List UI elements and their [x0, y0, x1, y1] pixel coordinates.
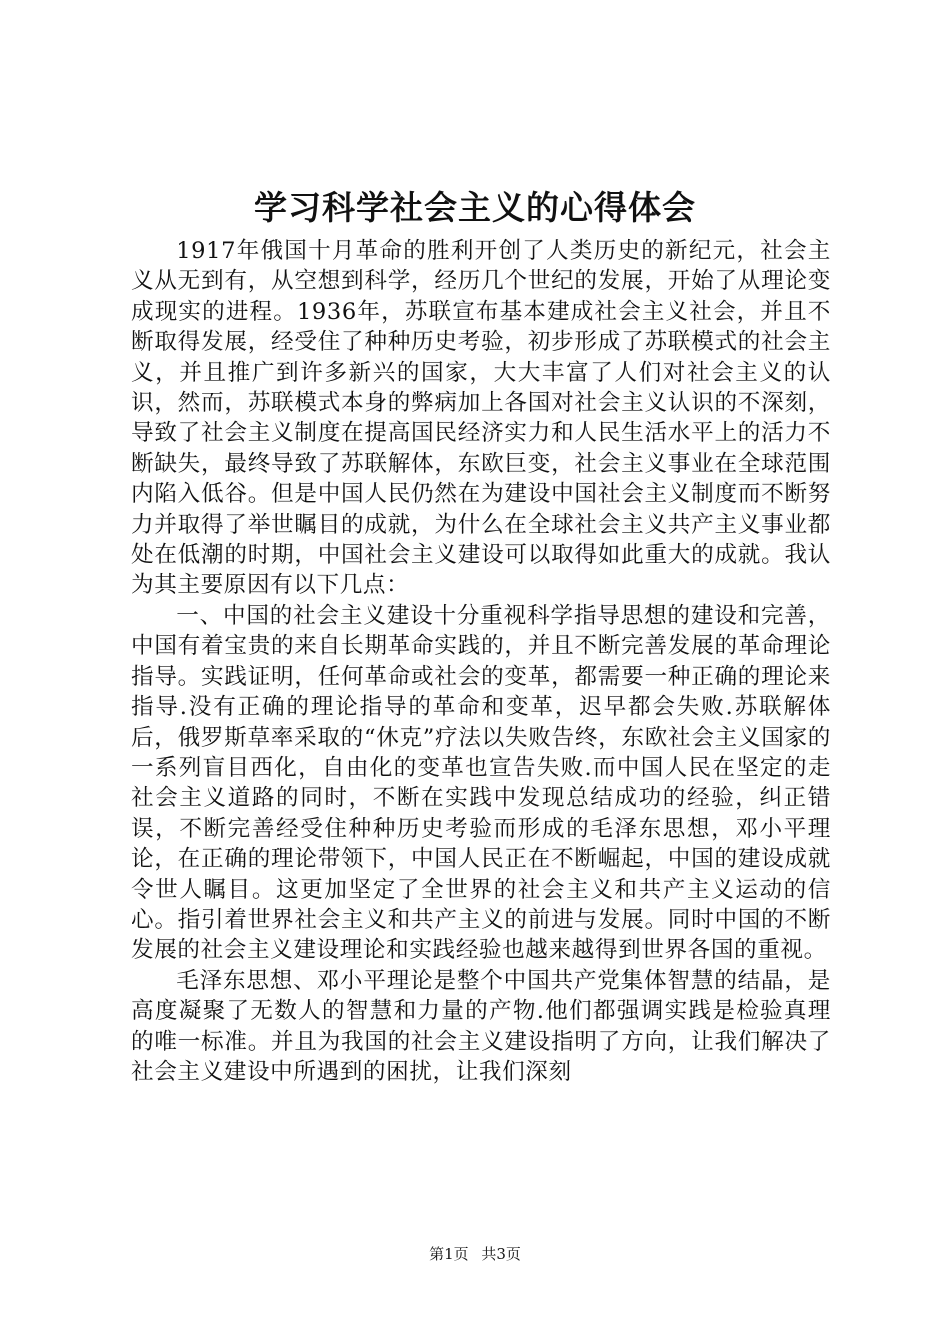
- page-total: 共3页: [481, 1245, 521, 1263]
- page-footer: [0, 1244, 950, 1264]
- paragraph-2: 一、中国的社会主义建设十分重视科学指导思想的建设和完善，中国有着宝贵的来自长期革命实践的，并且不断完善发展的革命理论指导。实践证明，任何革命或社会的变革，都需要一种正确的理论来指导.没有正确的理论指导的革命和变革，迟早都会失败.苏联解体后，俄罗斯草率采取的“休克”疗法以失败告终，东欧社会主义国家的一系列盲目西化，自由化的变革也宣告失败.而中国人民在坚定的走社会主义道路的同时，不断在实践中发现总结成功的经验，纠正错误，不断完善经受住种种历史考验而形成的毛泽东思想，邓小平理论，在正确的理论带领下，中国人民正在不断崛起，中国的建设成就令世人瞩目。这更加坚定了全世界的社会主义和共产主义运动的信心。指引着世界社会主义和共产主义的前进与发展。同时中国的不断发展的社会主义建设理论和实践经验也越来越得到世界各国的重视。: [131, 602, 831, 964]
- paragraph-1: 1917年俄国十月革命的胜利开创了人类历史的新纪元，社会主义从无到有，从空想到科学，经历几个世纪的发展，开始了从理论变成现实的进程。1936年，苏联宣布基本建成社会主义社会，并且不断取得发展，经受住了种种历史考验，初步形成了苏联模式的社会主义，并且推广到许多新兴的国家，大大丰富了人们对社会主义的认识，然而，苏联模式本身的弊病加上各国对社会主义认识的不深刻，导致了社会主义制度在提高国民经济实力和人民生活水平上的活力不断缺失，最终导致了苏联解体，东欧巨变，社会主义事业在全球范围内陷入低谷。但是中国人民仍然在为建设中国社会主义制度而不断努力并取得了举世瞩目的成就，为什么在全球社会主义共产主义事业都处在低潮的时期，中国社会主义建设可以取得如此重大的成就。我认为其主要原因有以下几点：: [131, 238, 831, 599]
- page-number: 第1页: [429, 1245, 469, 1263]
- document-body: [131, 236, 831, 1087]
- paragraph-3: 毛泽东思想、邓小平理论是整个中国共产党集体智慧的结晶，是高度凝聚了无数人的智慧和力量的产物.他们都强调实践是检验真理的唯一标准。并且为我国的社会主义建设指明了方向，让我们解决了社会主义建设中所遇到的困扰，让我们深刻: [131, 967, 831, 1085]
- document-title: 学习科学社会主义的心得体会: [254, 188, 696, 227]
